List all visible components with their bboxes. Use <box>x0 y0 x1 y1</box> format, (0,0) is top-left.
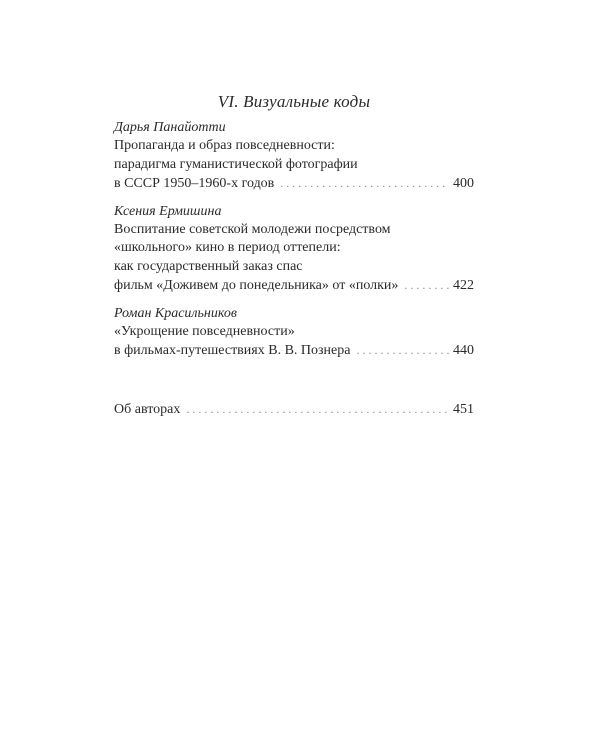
entry-title-line: как государственный заказ спас <box>114 258 303 274</box>
dot-leader <box>404 276 449 295</box>
entry-title-line: фильм «Доживем до понедельника» от «полки» <box>114 278 399 293</box>
entry-title-line: Воспитание советской молодежи посредством <box>114 221 391 237</box>
dot-leader <box>356 341 449 360</box>
page-number: 400 <box>453 176 474 191</box>
section-title: VI. Визуальные коды <box>217 92 371 111</box>
section-spacer <box>114 370 474 400</box>
toc-entry <box>114 119 474 194</box>
table-of-contents <box>114 92 474 419</box>
about-authors-label: Об авторах <box>114 401 181 417</box>
entry-title-line: в фильмах-путешествиях В. В. Познера <box>114 343 351 358</box>
page-number: 422 <box>453 278 474 293</box>
entry-title-line: «школьного» кино в период оттепели: <box>114 240 341 255</box>
dot-leader <box>186 400 449 419</box>
entry-title-line: парадигма гуманистической фотографии <box>114 156 358 172</box>
entry-title-last-line[interactable] <box>114 174 474 194</box>
entry-title-last-line[interactable] <box>114 341 474 361</box>
toc-entry <box>114 305 474 361</box>
entry-title-line: Пропаганда и образ повседневности: <box>114 138 335 153</box>
page-number: 451 <box>453 401 474 417</box>
about-authors-entry[interactable] <box>114 400 474 420</box>
page-number: 440 <box>453 343 474 358</box>
entry-author: Ксения Ермишина <box>114 203 222 219</box>
entry-title-line: «Укрощение повседневности» <box>114 323 295 339</box>
entry-title-line: в СССР 1950–1960-х годов <box>114 176 275 191</box>
entry-author: Дарья Панайотти <box>114 120 226 135</box>
toc-entry <box>114 203 474 296</box>
entry-title-last-line[interactable] <box>114 276 474 296</box>
entry-author: Роман Красильников <box>114 305 237 321</box>
dot-leader <box>280 174 449 193</box>
